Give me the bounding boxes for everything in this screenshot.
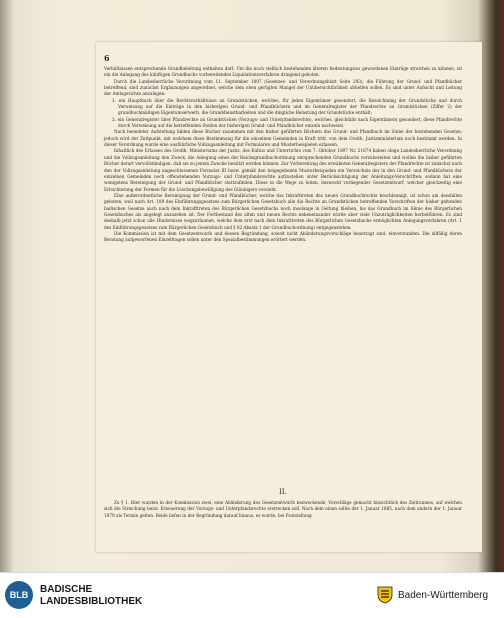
blb-name[interactable] (40, 584, 142, 608)
bw-name[interactable]: Baden-Württemberg (398, 590, 489, 601)
paragraph: Eine außerordentliche Bereinigung der Grund- und Pfandbücher, welche das Inkrafttreten des neuen Grundbuchrechts beschleunigt, ist schon am dessfallen geboten, weil nach Art. 189 des Einführungsgesetzes zum Bürgerlichen Gesetzbuch alle die Rechte an Grundstücken betreffenden Vorschriften der bisher geltenden badischen Gesetze auch nach dem Inkrafttreten des Bürgerlichen Gesetzbuchs noch insolange in Geltung bleiben, bis das Grundbuch im Sinne des Bürgerlichen Gesetzbuches als angelegt anzusehen ist. Der Fortbestand des alten und neuen Rechts nebeneinander würde aber viele Unzuträglichkeiten herbeiführen. Es sind deshalb jetzt schon alle Hindernisse wegzuräumen, welche dem erst nach dem Inkrafttreten des Bürgerlichen Gesetzbuchs ermöglichten Anlegungsverfahren (Art. 1 des Einführungsgesetzes zum Bürgerlichen Gesetzbuch und § 82 Absatz 1 der Grundbuchordnung) entgegenstehen. (104, 192, 462, 230)
blb-name-line1: BADISCHE (40, 584, 93, 595)
blb-name-line2: LANDESBIBLIOTHEK (40, 596, 143, 607)
paragraph: Durch die Landesherrliche Verordnung vom 11. September 1897 (Gesetzes- und Verordnungsblatt Seite 293), die Führung der Grund- und Pfandbücher betreffend, sind zunächst Ergänzungen angeordnet, welche dem oben gerügten Mangel der Unübersichtlichkeit abhelfen sollen. Es sind unter Aufsicht und Leitung der Amtsgerichte anzulegen: (104, 78, 462, 97)
paragraph: Die Kommission ist mit dem Gesetzentwurfe und dessen Begründung, soweit nicht Abänderungsvorschläge beantragt sind, einverstanden. Die allfällig deren Beratung aufgeworfenen Einzelfragen sollen unter den Spezialbestimmungen erörtert werden. (104, 230, 462, 243)
paragraph: 1. ein Hauptbuch über die Rechtsverhältnisse an Grundstücken, welches, für jeden Eigentümer gesondert, die Bezeichnung der Grundstücke und durch Verweisung auf die Einträge in den bisherigen Grund- und Pfandbüchern und im Generalregister der Pfandrechte an Grundstücken (Ziffer 2) der grundbuchmäßigen Eigentumserwerb, die Grunddienstbarkeiten und die dingliche Belastung der Grundstücke enthält; (112, 97, 462, 116)
page-number: 6 (104, 53, 110, 63)
paragraph: 2. ein Generalregister über Pfandrechte an Grundstücken (Vorzugs- und Unterpfandsrechte), welches, gleichfalls nach Eigentümern gesondert, diese Pfandrechte durch Verweisung auf die betreffenden Stellen der bisherigen Grund- und Pfandbücher einzeln nachweist. (112, 116, 462, 129)
footer-bar (0, 572, 504, 618)
paragraph: Nach beendeter Aufstellung bilden diese Bücher zusammen mit den bisher geführten Büchern das Grund- und Pfandbuch im Sinne der bestehenden Gesetze; jedoch wird der Zeitpunkt, mit welchem diese Bestimmung für die einzelnen Gemeinden in Kraft tritt, von dem Großh. Justizministerium noch bestimmt werden. In dieser Verordnung wurde eine ausführliche Vollzugsanleitung mit Formularen und Musterbeispielen erlassen. (104, 129, 462, 148)
body-text (104, 66, 462, 244)
blb-logo[interactable]: BLB (5, 581, 33, 609)
paragraph: Zu § 1. Hier wurden in der Kommission zwei, eine Abänderung des Gesetzentwurfs bezweckende, Vorschläge gemacht hinsichtlich des Zeitraumes, auf welchen sich die Streichung bezw. Erneuerung der Vorzugs- und Unterpfandsrechte erstrecken soll. Nach dem einen sollte der 1. Januar 1885, nach dem andern der 1. Januar 1879 als Termin gelten. Beide liefen in der Begründung darauf hinaus, es wurde, bei Feststellung (104, 500, 462, 518)
coat-of-arms-icon (377, 586, 393, 604)
section-heading: II. (279, 488, 287, 496)
paragraph: Inhaltlich des Erlasses des Großh. Ministeriums der Justiz, des Kultus und Unterrichts vom 7. Oktober 1897 Nr. 21674 haben obige Landesherrliche Verordnung und die Vollzugsanleitung den Zweck, die Anlegung eines der Reichsgrundbuchordnung entsprechenden Grundbuchs vorzubereiten und wollen die bisher geführten Bücher derart vervollständigen, daß sie zu jenem Zwecke benützt werden können. Zur Vorbereitung des erwähnten Generalregisters der Pfandrechte ist zunächst nach den der Vollzugsanleitung angeschlossenen Formular III bezw. gemäß den beigegebenen Musterbeispielen ein Verzeichnis der in den Grund- und Pfandbüchern der einzelnen Gemeinden noch offenstehenden Vorzugs- und Unterpfandsrechte aufzustellen unter Berücksichtigung der Anleitungs-Vorschriften; sodann hat eine wenigstens Bereinigung der Grund- und Pfandbücher stattzufinden. Diese in die Wege zu leiten, bezweckt vorliegender Gesetzentwurf, welcher gleichzeitig eine Erleichterung der Formen für die Löschungsbewilligung des Gläubigers vorsieht. (104, 148, 462, 192)
paragraph: Verhältnissen entsprechende Grundbeleitung enthalten darf. Um die noch vielfach bestehenden älteren bedeutungslos gewordenen Einträge streichen zu können, ist ein die Anlegung des künftigen Grundbuchs vorbereitendes Liquidationsverfahren dringend geboten. (104, 66, 462, 78)
body-text-section-2 (104, 500, 462, 519)
